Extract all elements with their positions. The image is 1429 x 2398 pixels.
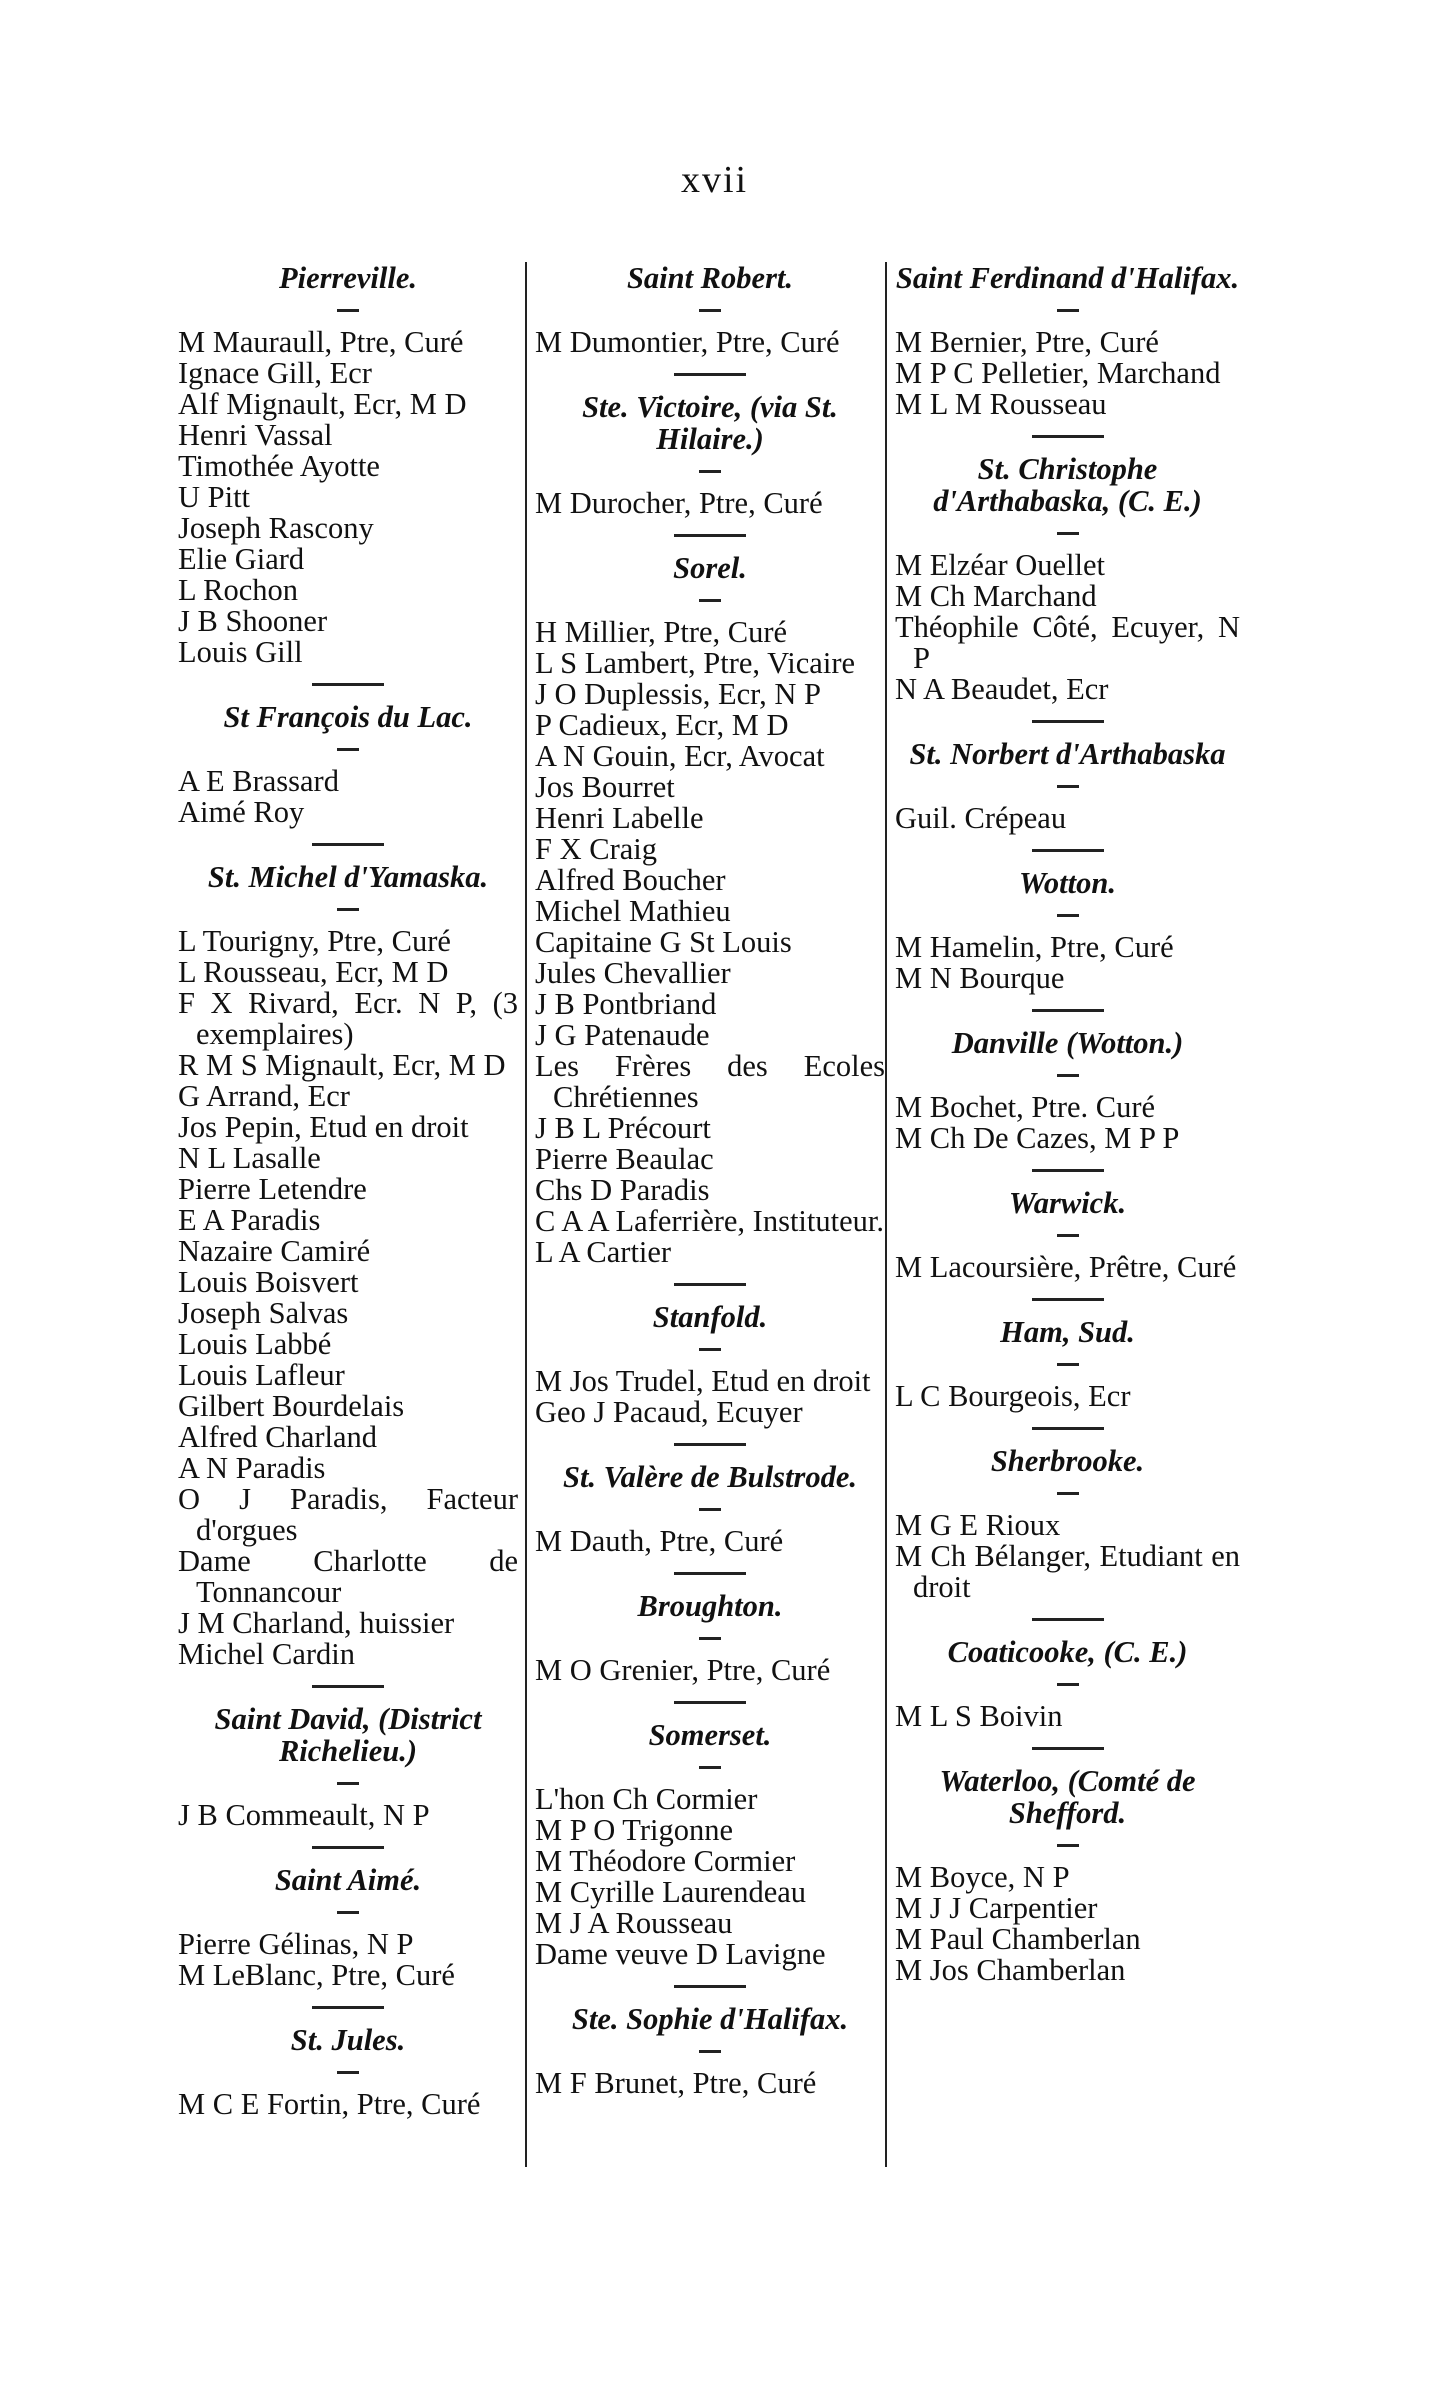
subscriber-entry: H Millier, Ptre, Curé [535,615,788,649]
subscriber-entry: Timothée Ayotte [178,449,380,483]
subscriber-entry: J B Commeault, N P [178,1798,430,1832]
subscriber-entry: Henri Labelle [535,801,704,835]
subscriber-entry: M Hamelin, Ptre, Curé [895,930,1174,964]
subscriber-entry: Joseph Salvas [178,1296,349,1330]
section-heading: Ste. Sophie d'Halifax. [571,2002,849,2036]
subscriber-entry: Dame Charlotte de Tonnancour [178,1544,518,1609]
subscriber-entry: Elie Giard [178,542,305,576]
section-separator [178,1991,518,2024]
column-divider [525,262,527,2167]
page-number: xvii [680,159,749,201]
section-separator [535,358,885,391]
section-heading: Somerset. [648,1718,772,1752]
section-heading: St. Christophe d'Arthabaska, (C. E.) [933,452,1202,518]
subscriber-entry: Louis Lafleur [178,1358,345,1392]
column-divider [885,262,887,2167]
subscriber-entry: M P C Pelletier, Marchand [895,356,1221,390]
subscriber-entry: M Dauth, Ptre, Curé [535,1524,784,1558]
subscriber-entry: M Paul Chamberlan [895,1922,1141,1956]
section-separator [178,668,518,701]
section-separator [895,834,1240,867]
column-middle [535,262,885,2173]
section-separator [535,1686,885,1719]
section-separator [178,828,518,861]
section-separator [895,1412,1240,1445]
heading-dash [895,294,1240,327]
subscriber-entry: M Cyrille Laurendeau [535,1875,807,1909]
heading-dash [178,2056,518,2089]
heading-dash [895,899,1240,932]
subscriber-entry: N A Beaudet, Ecr [895,672,1109,706]
section-heading: Saint David, (District Richelieu.) [214,1702,482,1768]
subscriber-entry: Dame veuve D Lavigne [535,1937,826,1971]
heading-dash [895,1219,1240,1252]
subscriber-entry: L C Bourgeois, Ecr [895,1379,1131,1413]
subscriber-entry: J O Duplessis, Ecr, N P [535,677,821,711]
subscriber-entry: Gilbert Bourdelais [178,1389,405,1423]
section-heading: Waterloo, (Comté de Shefford. [939,1764,1196,1830]
subscriber-entry: M F Brunet, Ptre, Curé [535,2066,817,2100]
subscriber-entry: G Arrand, Ecr [178,1079,350,1113]
section-heading: St François du Lac. [223,700,473,734]
section-heading: Warwick. [1008,1186,1127,1220]
subscriber-entry: M Lacoursière, Prêtre, Curé [895,1250,1237,1284]
section-separator [178,1670,518,1703]
subscriber-entry: M Bochet, Ptre. Curé [895,1090,1156,1124]
subscriber-entry: J B Shooner [178,604,328,638]
subscriber-entry: Pierre Gélinas, N P [178,1927,414,1961]
subscriber-entry: A E Brassard [178,764,339,798]
section-separator [895,1283,1240,1316]
subscriber-entry: R M S Mignault, Ecr, M D [178,1048,506,1082]
section-heading: Wotton. [1019,866,1116,900]
section-heading: Saint Ferdinand d'Halifax. [895,261,1240,295]
subscriber-entry: O J Paradis, Facteur d'orgues [178,1482,518,1547]
subscriber-entry: Michel Cardin [178,1637,356,1671]
heading-dash [895,1059,1240,1092]
section-separator [895,1154,1240,1187]
section-separator [895,1732,1240,1765]
column-right [895,262,1240,2173]
subscriber-entry: L S Lambert, Ptre, Vicaire [535,646,856,680]
subscriber-entry: M G E Rioux [895,1508,1061,1542]
subscriber-entry: M Ch De Cazes, M P P [895,1121,1180,1155]
subscriber-entry: Geo J Pacaud, Ecuyer [535,1395,803,1429]
subscriber-entry: Les Frères des Ecoles Chrétiennes [535,1049,885,1114]
heading-dash [535,294,885,327]
subscriber-entry: Théophile Côté, Ecuyer, N P [895,610,1240,675]
subscriber-entry: A N Gouin, Ecr, Avocat [535,739,825,773]
subscriber-entry: Capitaine G St Louis [535,925,792,959]
subscriber-entry: Louis Gill [178,635,303,669]
section-separator [535,519,885,552]
heading-dash [535,2035,885,2068]
subscriber-entry: Jos Pepin, Etud en droit [178,1110,469,1144]
section-separator [895,420,1240,453]
subscriber-entry: J M Charland, huissier [178,1606,455,1640]
subscriber-entry: Ignace Gill, Ecr [178,356,372,390]
subscriber-entry: M Jos Trudel, Etud en droit [535,1364,871,1398]
section-separator [535,1428,885,1461]
subscriber-entry: M N Bourque [895,961,1065,995]
heading-dash [178,893,518,926]
subscriber-entry: A N Paradis [178,1451,326,1485]
subscriber-entry: M Elzéar Ouellet [895,548,1106,582]
subscriber-entry: M Boyce, N P [895,1860,1070,1894]
subscriber-entry: P Cadieux, Ecr, M D [535,708,789,742]
subscriber-entry: L Rochon [178,573,299,607]
subscriber-entry: J G Patenaude [535,1018,710,1052]
subscriber-entry: Chs D Paradis [535,1173,710,1207]
subscriber-entry: M J J Carpentier [895,1891,1098,1925]
heading-dash [535,1333,885,1366]
subscriber-entry: M O Grenier, Ptre, Curé [535,1653,831,1687]
section-separator [895,705,1240,738]
subscriber-entry: M Théodore Cormier [535,1844,796,1878]
subscriber-entry: M Bernier, Ptre, Curé [895,325,1159,359]
subscriber-entry: U Pitt [178,480,251,514]
heading-dash [178,733,518,766]
section-separator [535,1268,885,1301]
section-heading: Sherbrooke. [990,1444,1145,1478]
section-heading: Danville (Wotton.) [951,1026,1184,1060]
section-separator [535,1557,885,1590]
section-separator [535,1970,885,2003]
subscriber-entry: M Jos Chamberlan [895,1953,1126,1987]
subscriber-entry: Michel Mathieu [535,894,731,928]
subscriber-entry: Nazaire Camiré [178,1234,371,1268]
section-separator [895,994,1240,1027]
subscriber-entry: Jules Chevallier [535,956,731,990]
subscriber-entry: L A Cartier [535,1235,672,1269]
subscriber-entry: M Ch Bélanger, Etudiant en droit [895,1539,1240,1604]
subscriber-entry: M C E Fortin, Ptre, Curé [178,2087,481,2121]
subscriber-entry: Jos Bourret [535,770,675,804]
subscriber-entry: J B Pontbriand [535,987,717,1021]
heading-dash [178,1767,518,1800]
subscriber-entry: Alf Mignault, Ecr, M D [178,387,467,421]
heading-dash [535,455,885,488]
heading-dash [895,1477,1240,1510]
subscriber-entry: M Dumontier, Ptre, Curé [535,325,840,359]
subscriber-entry: F X Rivard, Ecr. N P, (3 exemplaires) [178,986,518,1051]
section-heading: Saint Robert. [626,261,794,295]
section-heading: St. Michel d'Yamaska. [207,860,489,894]
subscriber-entry: Guil. Crépeau [895,801,1067,835]
section-separator [895,1603,1240,1636]
section-heading: St. Valère de Bulstrode. [562,1460,857,1494]
column-left [178,262,518,2173]
heading-dash [535,1622,885,1655]
subscriber-entry: Louis Boisvert [178,1265,359,1299]
subscriber-entry: M P O Trigonne [535,1813,734,1847]
subscriber-entry: Alfred Charland [178,1420,378,1454]
section-heading: St. Norbert d'Arthabaska [909,737,1226,771]
heading-dash [535,1493,885,1526]
heading-dash [895,1668,1240,1701]
section-heading: Broughton. [637,1589,783,1623]
subscriber-entry: M L S Boivin [895,1699,1063,1733]
subscriber-entry: L Rousseau, Ecr, M D [178,955,449,989]
subscriber-entry: Pierre Beaulac [535,1142,714,1176]
subscriber-entry: F X Craig [535,832,657,866]
subscriber-entry: L Tourigny, Ptre, Curé [178,924,451,958]
subscriber-entry: Henri Vassal [178,418,333,452]
heading-dash [178,1896,518,1929]
subscriber-entry: M Mauraull, Ptre, Curé [178,325,464,359]
section-heading: Saint Aimé. [274,1863,422,1897]
section-heading: Coaticooke, (C. E.) [947,1635,1188,1669]
subscriber-entry: Alfred Boucher [535,863,726,897]
subscriber-entry: M Durocher, Ptre, Curé [535,486,823,520]
heading-dash [895,517,1240,550]
subscriber-entry: M J A Rousseau [535,1906,733,1940]
subscriber-entry: E A Paradis [178,1203,321,1237]
heading-dash [895,1829,1240,1862]
heading-dash [895,770,1240,803]
subscriber-entry: L'hon Ch Cormier [535,1782,758,1816]
subscriber-entry: Aimé Roy [178,795,305,829]
subscriber-entry: N L Lasalle [178,1141,321,1175]
subscriber-entry: M LeBlanc, Ptre, Curé [178,1958,455,1992]
subscriber-entry: J B L Précourt [535,1111,711,1145]
subscriber-entry: Pierre Letendre [178,1172,367,1206]
section-separator [178,1831,518,1864]
heading-dash [178,294,518,327]
heading-dash [895,1348,1240,1381]
subscriber-entry: Joseph Rascony [178,511,374,545]
section-heading: Ste. Victoire, (via St. Hilaire.) [582,390,838,456]
subscriber-entry: Louis Labbé [178,1327,332,1361]
subscriber-entry: C A A Laferrière, Instituteur. [535,1204,884,1238]
heading-dash [535,1751,885,1784]
subscriber-entry: M L M Rousseau [895,387,1107,421]
section-heading: Sorel. [673,551,747,585]
section-heading: Pierreville. [278,261,418,295]
section-heading: Ham, Sud. [1000,1315,1135,1349]
section-heading: St. Jules. [290,2023,406,2057]
section-heading: Stanfold. [652,1300,768,1334]
heading-dash [535,584,885,617]
subscriber-entry: M Ch Marchand [895,579,1097,613]
